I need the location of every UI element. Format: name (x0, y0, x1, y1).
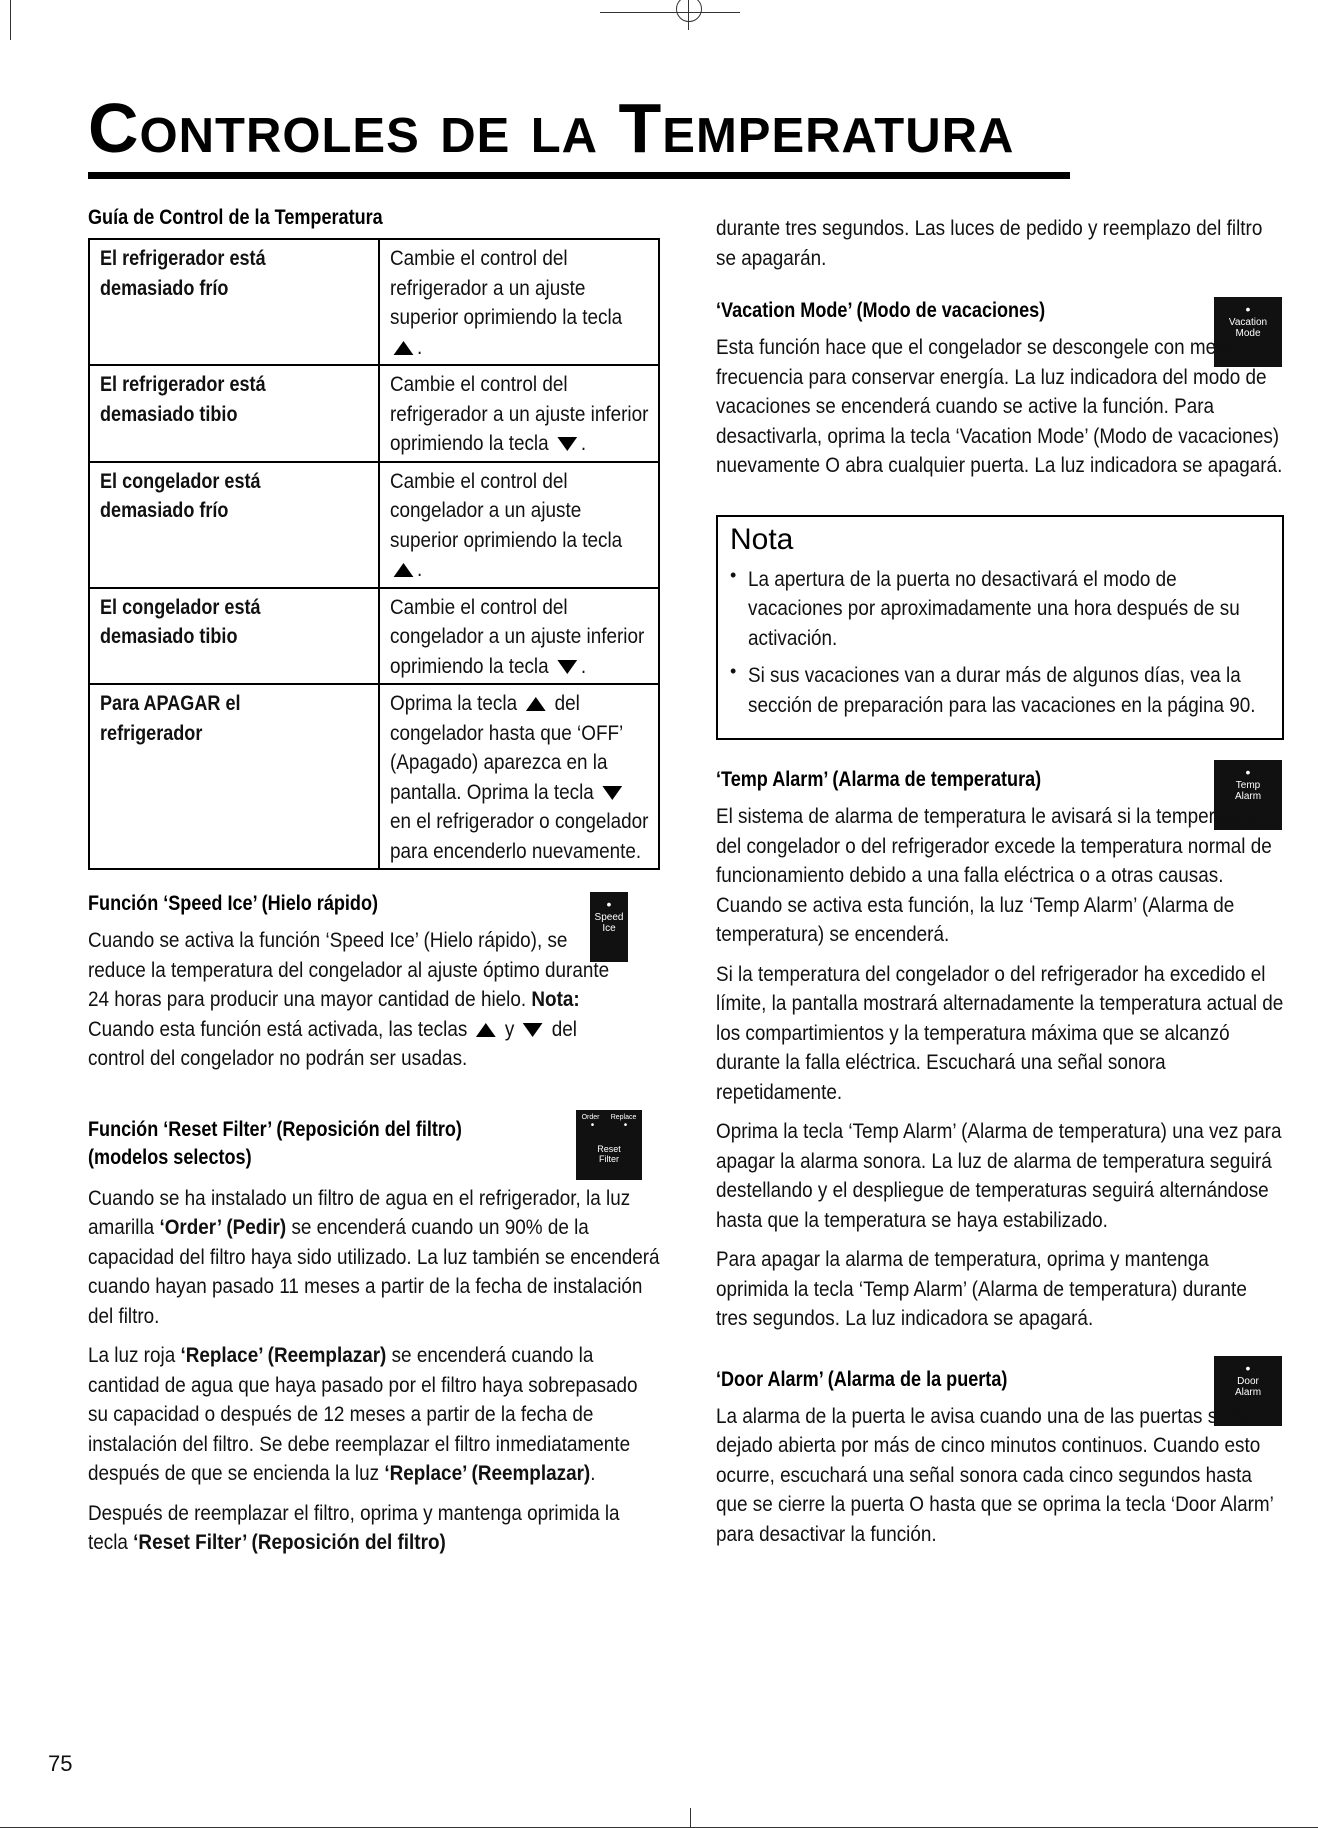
left-column (88, 206, 663, 1558)
table-row (89, 239, 659, 365)
temperature-guide-table (88, 238, 660, 870)
up-arrow-icon (394, 341, 414, 355)
temp-alarm-p2: Si la temperatura del congelador o del refrigerador ha excedido el límite, la pantalla mostrará alternadamente la temperatura actual de los compartimientos y la temperatura máxima que se alcanzó durante la falla eléctrica. Escuchará una señal sonora repetidamente. (716, 962, 1284, 1104)
reset-filter-section (88, 1113, 663, 1558)
registration-circle (676, 0, 702, 22)
temp-alarm-key-icon: • Temp Alarm (1214, 760, 1282, 830)
note-list (730, 565, 1270, 721)
temp-alarm-section (716, 764, 1284, 1334)
vacation-section (716, 299, 1284, 481)
door-alarm-key-icon: • Door Alarm (1214, 1356, 1282, 1426)
speed-ice-section (88, 892, 663, 1074)
down-arrow-icon (603, 786, 623, 800)
action-text: Cambie el control del congelador a un ajuste inferior oprimiendo la tecla . (390, 595, 645, 678)
reset-filter-heading: Función ‘Reset Filter’ (Reposición del filtro) (88, 1117, 462, 1141)
up-arrow-icon (476, 1023, 496, 1037)
speed-ice-key-icon: • Speed Ice (590, 892, 628, 962)
action-text: Oprima la tecla del congelador hasta que ‘OFF’ (Apagado) aparezca en la pantalla. Oprima la tecla en el refrigerador o congelador para encenderlo nuevamente. (390, 692, 649, 863)
list-item: • La apertura de la puerta no desactivará el modo de vacaciones por aproximadamente una hora después de su activación. (730, 565, 1270, 654)
condition-text: Para APAGAR el refrigerador (100, 692, 241, 745)
door-alarm-section (716, 1359, 1284, 1550)
action-text: Cambie el control del congelador a un ajuste superior oprimiendo la tecla . (390, 469, 623, 581)
action-text: Cambie el control del refrigerador a un ajuste inferior oprimiendo la tecla . (390, 373, 649, 455)
crop-mark (10, 0, 11, 40)
vacation-text: Esta función hace que el congelador se descongele con menor frecuencia para conservar energía. La luz indicadora del modo de vacaciones se encenderá cuando se active la función. Para desactivarla, oprima la tecla ‘Vacation Mode’ (Modo de vacaciones) nuevamente O abra cualquier puerta. La luz indicadora se apagará. (716, 336, 1283, 477)
up-arrow-icon (394, 563, 414, 577)
note-title: Nota (730, 522, 794, 556)
table-row (89, 588, 659, 685)
action-text: Cambie el control del refrigerador a un ajuste superior oprimiendo la tecla . (390, 247, 623, 359)
reset-filter-p1: Cuando se ha instalado un filtro de agua en el refrigerador, la luz amarilla ‘Order’ (Pedir) se encenderá cuando un 90% de la capacidad del filtro haya sido utilizado. La luz también se encenderá cuando hayan pasado 11 meses a partir de la fecha de instalación del filtro. (88, 1186, 660, 1328)
vacation-key-icon: • Vacation Mode (1214, 297, 1282, 367)
down-arrow-icon (557, 660, 577, 674)
down-arrow-icon (523, 1023, 543, 1037)
temp-alarm-p1: El sistema de alarma de temperatura le avisará si la temperatura del congelador o del refrigerador excede la temperatura normal de funcionamiento debido a una falla eléctrica o a otras causas. Cuando se activa esta función, la luz ‘Temp Alarm’ (Alarma de temperatura) se encenderá. (716, 805, 1272, 946)
temp-alarm-p3: Oprima la tecla ‘Temp Alarm’ (Alarma de temperatura) una vez para apagar la alarma sonora. La luz de alarma de temperatura seguirá destellando y el despliegue de temperaturas seguirá alternándose hasta que la temperatura se haya estabilizado. (716, 1120, 1282, 1232)
right-column (716, 214, 1284, 1549)
speed-ice-text: Cuando se activa la función ‘Speed Ice’ (Hielo rápido), se reduce la temperatura del congelador al ajuste óptimo durante 24 horas para producir una mayor cantidad de hielo. Nota: Cuando esta función está activada, las teclas y del control del congelador no podrán ser usadas. (88, 929, 610, 1070)
page-number: 75 (48, 1751, 73, 1776)
door-alarm-heading: ‘Door Alarm’ (Alarma de la puerta) (716, 1367, 1008, 1391)
table-row (89, 365, 659, 462)
temp-alarm-heading: ‘Temp Alarm’ (Alarma de temperatura) (716, 768, 1042, 791)
crop-mark (690, 1808, 691, 1828)
reset-filter-key-icon: Order Replace • • Reset Filter (576, 1110, 642, 1180)
reset-filter-p2: La luz roja ‘Replace’ (Reemplazar) se encenderá cuando la cantidad de agua que haya pasado por el filtro haya sobrepasado su capacidad o después de 12 meses a partir de la fecha de instalación del filtro. Se debe reemplazar el filtro inmediatamente después de que se encienda la luz ‘Replace’ (Reemplazar). (88, 1344, 638, 1485)
temp-alarm-p4: Para apagar la alarma de temperatura, oprima y mantenga oprimida la tecla ‘Temp Alarm’ (Alarma de temperatura) durante tres segundos. La luz indicadora se apagará. (716, 1248, 1247, 1330)
page-title: Controles de la Temperatura (88, 89, 1015, 167)
crop-mark (600, 12, 740, 13)
note-box (716, 515, 1284, 741)
condition-text: El refrigerador está demasiado tibio (100, 373, 266, 426)
condition-text: El congelador está demasiado tibio (100, 595, 261, 648)
condition-text: El congelador está demasiado frío (100, 469, 261, 522)
table-row (89, 462, 659, 588)
speed-ice-heading: Función ‘Speed Ice’ (Hielo rápido) (88, 892, 379, 915)
reset-filter-p3: Después de reemplazar el filtro, oprima y mantenga oprimida la tecla ‘Reset Filter’ (Reposición del filtro) (88, 1501, 620, 1554)
list-item: • Si sus vacaciones van a durar más de algunos días, vea la sección de preparación para las vacaciones en la página 90. (730, 661, 1270, 720)
up-arrow-icon (526, 697, 546, 711)
table-row (89, 684, 659, 869)
door-alarm-text: La alarma de la puerta le avisa cuando una de las puertas se ha dejado abierta por más de cinco minutos continuos. Cuando esto ocurre, escuchará una señal sonora cada cinco segundos hasta que se cierre la puerta O hasta que se oprima la tecla ‘Door Alarm’ para desactivar la función. (716, 1404, 1274, 1546)
continued-text: durante tres segundos. Las luces de pedido y reemplazo del filtro se apagarán. (716, 217, 1263, 270)
condition-text: El refrigerador está demasiado frío (100, 247, 266, 300)
vacation-heading: ‘Vacation Mode’ (Modo de vacaciones) (716, 299, 1046, 322)
title-rule (88, 172, 1070, 179)
guide-heading: Guía de Control de la Temperatura (88, 206, 383, 229)
reset-filter-subheading: (modelos selectos) (88, 1145, 252, 1169)
down-arrow-icon (557, 437, 577, 451)
